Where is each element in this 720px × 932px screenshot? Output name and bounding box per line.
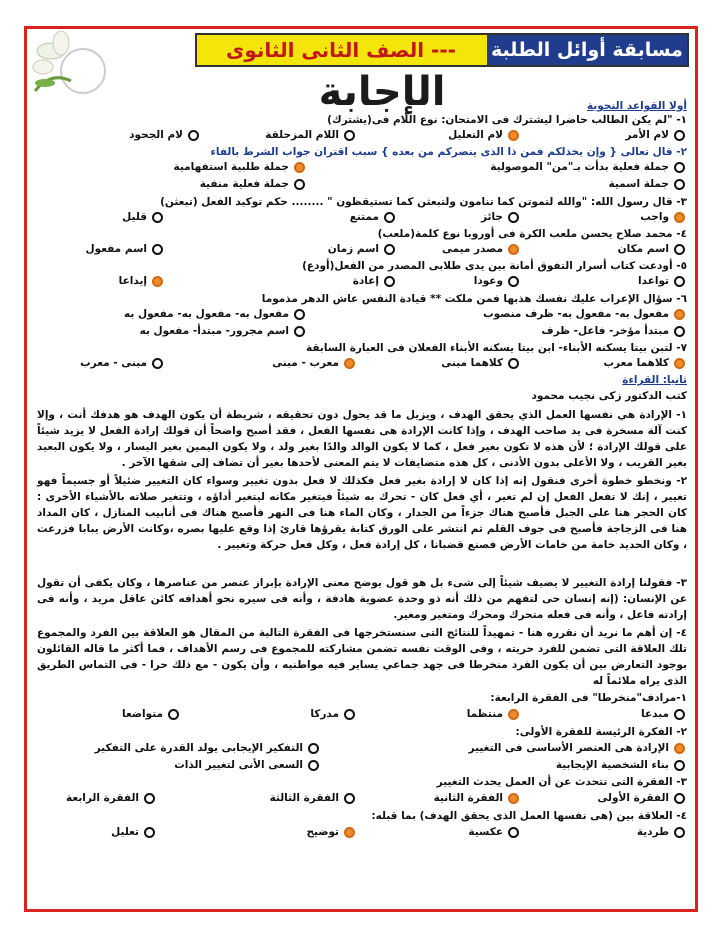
r3-option-3-radio[interactable] [344, 793, 355, 804]
answer-heading: الإجابة [318, 69, 446, 115]
q7-option-1-radio[interactable] [674, 358, 685, 369]
r2-option-1: الإرادة هى العنصر الأساسى فى التغيير [468, 742, 669, 754]
r3-option-1: الفقرة الأولى [597, 792, 669, 804]
title-banner [195, 33, 689, 67]
q2-option-4-radio[interactable] [294, 179, 305, 190]
r1-option-4: متواضعا [122, 708, 163, 720]
q3-text: ٣- قال رسول الله: "والله لتموتن كما تنامون ولتبعثن كما تستيقظون " ........ حكم توكيد الفعل (تبعثن) [160, 196, 687, 208]
r4-option-4: تعليل [111, 826, 139, 838]
q1-option-1: لام الأمر [625, 129, 669, 141]
r4-text: ٤- العلاقة بين (هى نفسها العمل الذى يحقق الهدف) بما قبله: [371, 810, 687, 822]
r3-option-2: الفقرة الثانية [433, 792, 503, 804]
q7-option-2-radio[interactable] [508, 358, 519, 369]
r2-option-2: التفكير الإيجابى يولد القدرة على التفكير [94, 742, 303, 754]
q6-option-4: اسم مجرور- مبتدأ- مفعول به [139, 325, 289, 337]
q1-option-1-radio[interactable] [674, 130, 685, 141]
r2-option-3-radio[interactable] [674, 760, 685, 771]
r1-option-3: مدركا [310, 708, 339, 720]
q5-option-2-radio[interactable] [508, 276, 519, 287]
r4-option-1-radio[interactable] [674, 827, 685, 838]
q1-option-2: لام التعليل [448, 129, 503, 141]
r3-option-3: الفقرة الثالثة [269, 792, 339, 804]
r4-option-1: طردية [636, 826, 669, 838]
q6-option-2: مفعول به- مفعول به- مفعول به [124, 308, 289, 320]
competition-title: مسابقة أوائل الطلبة [487, 35, 687, 65]
r4-option-3: توضيح [306, 826, 339, 838]
section-grammar-title: أولا القواعد النحوية [586, 100, 687, 112]
q5-option-3-radio[interactable] [384, 276, 395, 287]
r4-option-2: عكسية [468, 826, 503, 838]
q1-option-4-radio[interactable] [188, 130, 199, 141]
r2-option-4: السعى الأنى لتغيير الذات [174, 759, 303, 771]
q2-option-1: جملة فعلية بدأت بـ"من" الموصولية [490, 161, 669, 173]
q3-option-3: ممتنع [349, 211, 379, 223]
q1-option-2-radio[interactable] [508, 130, 519, 141]
q4-option-3: اسم زمان [327, 243, 379, 255]
q3-option-2-radio[interactable] [508, 212, 519, 223]
reading-paragraph-2: ٢- ونخطو خطوة أخرى فنقول إنه إذا كان لا إرادة بغير فعل فكذلك لا فعل بدون تغيير وسواء كان التغيير ضئيلاً أو جسيماً فهو تغيير ، إنك لا تفعل الفعل إن لم تغير ، أي فعل كان - تحرك به شيئاً فيتغير مكانه ليتغير أداؤه ، وتتغير صلاته بالأشياء الأخرى : كان الحجر هنا على الجبل فأصبح هناك جزءاً من الجدار ، وكان الماء هنا فى النهر فأصبح هناك فى أنابيب المنازل ، كان المداد هنا فى الزجاجة فأصبح فى جوف القلم ثم انتشر على الورق كتابة يقرؤها قارئ إذا وقع عليها بصره ،وكانت الأرض يبابا فزرعت ، وكان الحديد خامة من خامات الأرض فصنع قضبانا ، كل إرادة فعل ، وكل فعل حركة وتغيير . [37, 475, 687, 551]
q2-option-3: جملة اسمية [608, 178, 669, 190]
reading-author: كتب الدكتور زكى نجيب محمود [531, 390, 687, 402]
r1-option-1-radio[interactable] [674, 709, 685, 720]
q7-option-4-radio[interactable] [152, 358, 163, 369]
reading-paragraph-3: ٣- فقولنا إرادة التغيير لا يضيف شيئاً إلى شىء بل هو قول يوضح معنى الإرادة بإبراز عنصر من عناصرها ، وكان يكفى أن تقول عن الإنسان: (إنه إنسان حى لتفهم من ذلك أنه ذو وحدة عضوية هادفة ، وأنه فى سيره نحو أهدافه كائن عاقل مريد ، وأنه فى إرادته فاعل ، وأنه فى فعله متحرك ومحرك ومتغير ومغير. [37, 577, 687, 621]
q2-option-4: جملة فعلية منفية [199, 178, 289, 190]
q4-option-2: مصدر ميمى [441, 243, 503, 255]
r1-option-2-radio[interactable] [508, 709, 519, 720]
q5-option-4-radio[interactable] [152, 276, 163, 287]
r2-option-1-radio[interactable] [674, 743, 685, 754]
r3-option-4: الفقرة الرابعة [66, 792, 139, 804]
q7-option-1: كلاهما معرب [603, 357, 669, 369]
r2-option-3: بناء الشخصية الإيجابية [555, 759, 669, 771]
q6-option-3-radio[interactable] [674, 326, 685, 337]
q4-option-3-radio[interactable] [384, 244, 395, 255]
q7-option-3-radio[interactable] [344, 358, 355, 369]
q4-option-4-radio[interactable] [152, 244, 163, 255]
reading-paragraph-1: ١- الإرادة هي نفسها العمل الذي يحقق الهدف ، ويزيل ما قد يحول دون تحقيقه ، شريطة أن يكون الهدف هو هدفك أنت ، وإلا كنت آلة مسخرة فى يد صاحب الهدف ، وإذا كانت الإرادة هى نفسها الفعل ، فقد أصبح واضحاً أن قولك إرادة الفعل لا يزيد شيئاً على قولك الإرادة ؛ لأن هذه لا تكون بغير فعل ، كما لا يكون الوالد والدًا بغير ولد ، ولا يكون اليمين بغير اليسار ، ولا يكون البعيد بغير القريب ، ولا الأعلى بدون الأدنى ، كل هذه متضايفات لا يتم المعنى لأحدها بغير أن تضاف إلى شقها الآخر . [37, 409, 687, 469]
q6-text: ٦- سؤال الإعراب عليك نفسك هذبها فمن ملكت ** قيادة النفس عاش الدهر مذموما [261, 293, 687, 305]
q5-text: ٥- أودعت كتاب أسرار التفوق أمانة بين يدى طلابى المصدر من الفعل(أودع) [302, 260, 687, 272]
q3-option-4: قليل [122, 211, 147, 223]
q3-option-3-radio[interactable] [384, 212, 395, 223]
q2-option-1-radio[interactable] [674, 162, 685, 173]
q3-option-4-radio[interactable] [152, 212, 163, 223]
section-reading-title: ثانيا: القراءة [622, 374, 687, 386]
r1-option-3-radio[interactable] [344, 709, 355, 720]
q4-option-1: اسم مكان [617, 243, 669, 255]
q5-option-3: إعادة [352, 275, 379, 287]
r2-option-2-radio[interactable] [308, 743, 319, 754]
q2-option-3-radio[interactable] [674, 179, 685, 190]
r4-option-2-radio[interactable] [508, 827, 519, 838]
q2-option-2-radio[interactable] [294, 162, 305, 173]
q5-option-1-radio[interactable] [674, 276, 685, 287]
q7-text: ٧- لتبن بيتا يسكنه الأبناء- ابن بيتا يسكنه الأبناء الفعلان فى العبارة السابقة [306, 342, 687, 354]
r3-text: ٣- الفقرة التى تتحدث عن أن العمل يحدث التغيير [436, 776, 687, 788]
q2-text: ٢- قال تعالى { وإن يخذلكم فمن ذا الذى ينصركم من بعده } سبب اقتران جواب الشرط بالفاء [210, 146, 687, 158]
q7-option-3: معرب - مبنى [272, 357, 339, 369]
r3-option-4-radio[interactable] [144, 793, 155, 804]
flower-decoration-icon [31, 31, 111, 101]
grade-title: --- الصف الثانى الثانوى [226, 38, 456, 62]
reading-paragraph-4: ٤- إن أهم ما نريد أن نقرره هنا - تمهيداً للنتائج التى سنستخرجها فى الفقرة التالية من المقال هو العلاقة بين الفرد والمجموع تلك العلاقة التى تضمن للفرد حريته ، وفى الوقت نفسه تضمن مشاركته للمجموع فى رسم الأهداف ، فما أكثر ما قاله القائلون بوجود التعارض بين أن يكون الفرد منخرطا فى جهد جماعي يساير فيه مواطنيه ، وأن يكون - مع ذلك حرا - فى التماس الطريق الذى يراه ملائماً له [37, 627, 687, 687]
q5-option-1: تواعدا [638, 275, 669, 287]
r3-option-1-radio[interactable] [674, 793, 685, 804]
r4-option-4-radio[interactable] [144, 827, 155, 838]
q7-option-4: مبنى - معرب [80, 357, 147, 369]
r1-text: ١-مرادف"منخرطا" فى الفقرة الرابعة: [490, 692, 687, 704]
q6-option-1-radio[interactable] [674, 309, 685, 320]
r4-option-3-radio[interactable] [344, 827, 355, 838]
q1-text: ١- "لم يكن الطالب حاضرا ليشترك فى الامتحان: نوع اللام فى(يشترك) [327, 114, 687, 126]
q3-option-2: جائز [481, 211, 503, 223]
q5-option-2: وعودا [473, 275, 503, 287]
q7-option-2: كلاهما مبنى [441, 357, 503, 369]
r2-text: ٢- الفكرة الرئيسة للفقرة الأولى: [515, 726, 687, 738]
q1-option-3: اللام المزحلقة [265, 129, 339, 141]
q1-option-3-radio[interactable] [344, 130, 355, 141]
r1-option-4-radio[interactable] [168, 709, 179, 720]
q3-option-1-radio[interactable] [674, 212, 685, 223]
q6-option-2-radio[interactable] [294, 309, 305, 320]
q5-option-4: إيداعا [118, 275, 147, 287]
q6-option-1: مفعول به- مفعول به- ظرف منصوب [483, 308, 669, 320]
answer-sheet [24, 26, 698, 912]
q2-option-2: جملة طلبية استفهامية [173, 161, 289, 173]
q6-option-3: مبتدأ مؤخر- فاعل- ظرف [541, 325, 669, 337]
r1-option-2: منتظما [466, 708, 503, 720]
q4-text: ٤- محمد صلاح يحسن ملعب الكرة فى أوروبا نوع كلمة(ملعب) [377, 228, 687, 240]
q4-option-2-radio[interactable] [508, 244, 519, 255]
q4-option-1-radio[interactable] [674, 244, 685, 255]
q1-option-4: لام الجحود [129, 129, 183, 141]
q4-option-4: اسم مفعول [85, 243, 147, 255]
q6-option-4-radio[interactable] [294, 326, 305, 337]
r1-option-1: مبدعا [641, 708, 669, 720]
q3-option-1: واجب [640, 211, 669, 223]
r2-option-4-radio[interactable] [308, 760, 319, 771]
r3-option-2-radio[interactable] [508, 793, 519, 804]
